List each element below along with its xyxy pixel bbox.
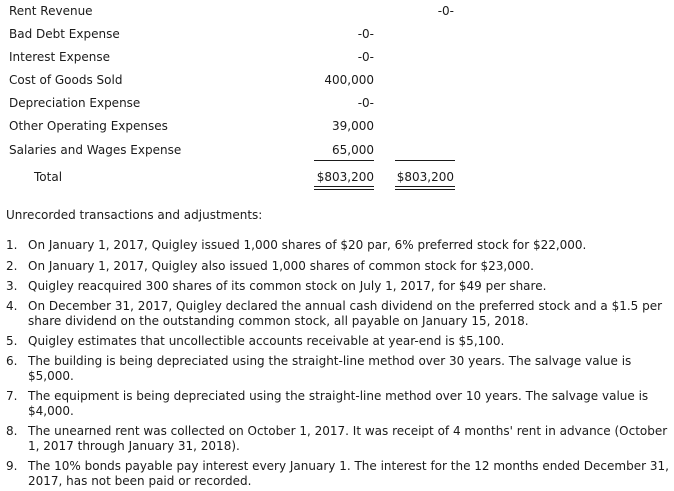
item-text: On January 1, 2017, Quigley issued 1,000 shares of $20 par, 6% preferred stock for $22,000.	[28, 238, 587, 252]
debit-subtotal-rule	[314, 160, 374, 161]
transactions-heading: Unrecorded transactions and adjustments:	[6, 208, 263, 222]
trial-balance-row-rent-revenue	[0, 0, 674, 23]
item-text: On December 31, 2017, Quigley declared the annual cash dividend on the preferred stock and a $1.5 per share dividend on the outstanding common stock, all payable on January 15, 2018.	[28, 299, 663, 328]
trial-balance-row-interest-expense	[0, 46, 674, 69]
item-number: 3.	[6, 279, 18, 293]
account-label: Interest Expense	[9, 50, 110, 64]
trial-balance-row-other-operating-expenses	[0, 115, 674, 138]
trial-balance-row-bad-debt-expense	[0, 23, 674, 46]
credit-value: -0-	[437, 4, 454, 18]
item-number: 7.	[6, 389, 18, 403]
trial-balance-row-salaries-and-wages-expense	[0, 139, 674, 162]
account-label: Depreciation Expense	[9, 96, 141, 110]
item-number: 4.	[6, 299, 18, 313]
total-label: Total	[34, 170, 63, 184]
account-label: Cost of Goods Sold	[9, 73, 123, 87]
credit-total: $803,200	[396, 170, 454, 184]
account-label: Rent Revenue	[9, 4, 93, 18]
item-number: 8.	[6, 424, 18, 438]
item-number: 5.	[6, 334, 18, 348]
credit-total-double-rule	[395, 186, 455, 190]
item-text: The building is being depreciated using the straight-line method over 30 years. The salvage value is $5,000.	[28, 354, 632, 383]
trial-balance-row-depreciation-expense	[0, 92, 674, 115]
item-text: On January 1, 2017, Quigley also issued 1,000 shares of common stock for $23,000.	[28, 259, 534, 273]
item-number: 6.	[6, 354, 18, 368]
item-text: Quigley reacquired 300 shares of its common stock on July 1, 2017, for $49 per share.	[28, 279, 547, 293]
item-text: The equipment is being depreciated using the straight-line method over 10 years. The salvage value is $4,000.	[28, 389, 649, 418]
debit-value: 39,000	[332, 119, 374, 133]
item-number: 2.	[6, 259, 18, 273]
account-label: Bad Debt Expense	[9, 27, 120, 41]
trial-balance-row-cost-of-goods-sold	[0, 69, 674, 92]
item-text: The unearned rent was collected on October 1, 2017. It was receipt of 4 months' rent in advance (October 1, 2017 through January 31, 2018).	[28, 424, 668, 453]
item-text: Quigley estimates that uncollectible accounts receivable at year-end is $5,100.	[28, 334, 505, 348]
item-number: 9.	[6, 459, 18, 473]
debit-value: -0-	[357, 27, 374, 41]
debit-total-double-rule	[314, 186, 374, 190]
account-label: Salaries and Wages Expense	[9, 143, 182, 157]
credit-subtotal-rule	[395, 160, 455, 161]
debit-total: $803,200	[316, 170, 374, 184]
debit-value: -0-	[357, 50, 374, 64]
debit-value: 65,000	[332, 143, 374, 157]
debit-value: -0-	[357, 96, 374, 110]
item-number: 1.	[6, 238, 18, 252]
account-label: Other Operating Expenses	[9, 119, 168, 133]
debit-value: 400,000	[324, 73, 374, 87]
item-text: The 10% bonds payable pay interest every January 1. The interest for the 12 months ended December 31, 2017, has not been paid or recorded.	[28, 459, 669, 488]
